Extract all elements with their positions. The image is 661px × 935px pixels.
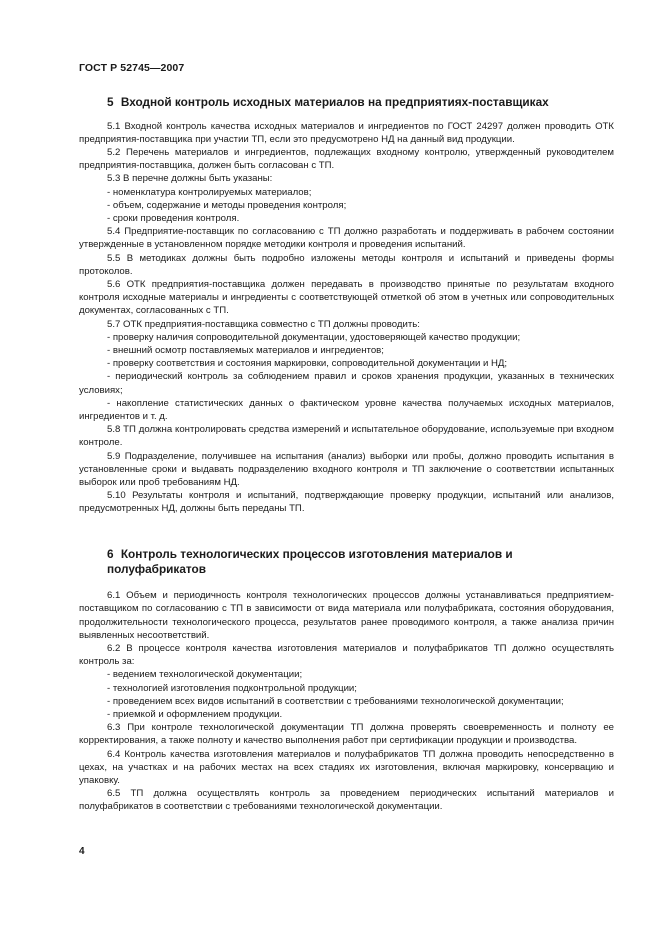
list-item: - внешний осмотр поставляемых материалов и ингредиентов; [107,345,384,357]
paragraph-5-1: 5.1 Входной контроль качества исходных материалов и ингредиентов по ГОСТ 24297 должен проводить ОТК предприятия-поставщика при участии ТП, если это предусмотрено НД на данный вид продукции. [79,120,614,145]
list-item: - технологией изготовления подконтрольной продукции; [107,682,357,694]
section-5-heading [79,95,614,110]
section-6-title: Контроль технологических процессов изготовления материалов и полуфабрикатов [107,547,513,576]
document-code-header: ГОСТ Р 52745—2007 [79,62,185,74]
list-item: - накопление статистических данных о фактическом уровне качества получаемых исходных материалов, ингредиентов и т. д. [79,397,614,423]
paragraph-5-6: 5.6 ОТК предприятия-поставщика должен передавать в производство принятые по результатам входного контроля исходные материалы и ингредиенты с соответствующей отметкой об этом в учетных или сопроводительных документах, согласованных с ТП. [79,279,614,317]
paragraph-5-8: 5.8 ТП должна контролировать средства измерений и испытательное оборудование, используемые при входном контроле. [79,424,614,449]
section-5-number: 5 [107,95,114,109]
paragraph-6-5: 6.5 ТП должна осуществлять контроль за проведением периодических испытаний материалов и полуфабрикатов в соответствии с требованиями технологической документации. [79,788,614,813]
list-item: - приемкой и оформлением продукции. [107,709,283,721]
list-item: - сроки проведения контроля. [107,213,240,225]
paragraph-6-3: 6.3 При контроле технологической документации ТП должна проверять своевременность и полноту ее корректирования, а также полноту и качество выполнения работ при сертификации продукции и производства. [79,722,614,747]
paragraph-5-3: 5.3 В перечне должны быть указаны: [107,173,273,185]
list-item: - номенклатура контролируемых материалов; [107,186,312,198]
list-item: - ведением технологической документации; [107,669,303,681]
list-item: - объем, содержание и методы проведения контроля; [107,199,347,211]
paragraph-5-5: 5.5 В методиках должны быть подробно изложены методы контроля и испытаний и приведены формы протоколов. [79,252,614,277]
section-5-title: Входной контроль исходных материалов на предприятиях-поставщиках [120,95,549,109]
paragraph-5-9: 5.9 Подразделение, получившее на испытания (анализ) выборки или пробы, должно проводить испытания в установленные сроки и выдавать подразделению входного контроля и ТП заключение о соответствии испытанных выборок или проб требованиям НД. [79,450,614,489]
paragraph-6-4: 6.4 Контроль качества изготовления материалов и полуфабрикатов ТП должна проводить непосредственно в цехах, на участках и на рабочих местах на всех стадиях их изготовления, включая маркировку, консервацию и упаковку. [79,748,614,787]
section-6 [79,547,614,814]
paragraph-5-7: 5.7 ОТК предприятия-поставщика совместно с ТП должны проводить: [107,318,420,330]
paragraph-5-2: 5.2 Перечень материалов и ингредиентов, подлежащих входному контролю, утвержденный руководителем предприятия-поставщика, должен быть согласован с ТП. [79,147,614,172]
section-5 [79,95,614,516]
section-6-heading [79,547,614,576]
paragraph-5-4: 5.4 Предприятие-поставщик по согласованию с ТП должно разработать и поддерживать в рабочем состоянии утвержденные в установленном порядке методики контроля и проведения испытаний. [79,226,614,251]
list-item: - периодический контроль за соблюдением правил и сроков хранения продукции, указанных в технических условиях; [79,371,614,396]
paragraph-6-2: 6.2 В процессе контроля качества изготовления материалов и полуфабрикатов ТП должно осуществлять контроль за: [79,643,614,668]
list-item: - проведением всех видов испытаний в соответствии с требованиями технологической документации; [107,695,564,707]
section-6-number: 6 [107,547,114,561]
page-number: 4 [79,846,85,857]
list-item: - проверку наличия сопроводительной документации, удостоверяющей качество продукции; [107,331,521,343]
list-item: - проверку соответствия и состояния маркировки, сопроводительной документации и НД; [107,358,508,370]
paragraph-6-1: 6.1 Объем и периодичность контроля технологических процессов должны устанавливаться предприятием-поставщиком по согласованию с ТП в зависимости от вида материала или полуфабриката, состояния оборудования, продолжительности технологического процесса, результатов ранее проводимого контроля, а также анализа причин выявленных несоответствий. [79,590,614,641]
paragraph-5-10: 5.10 Результаты контроля и испытаний, подтверждающие проверку продукции, испытаний или анализов, предусмотренных НД, должны быть переданы ТП. [79,490,614,515]
